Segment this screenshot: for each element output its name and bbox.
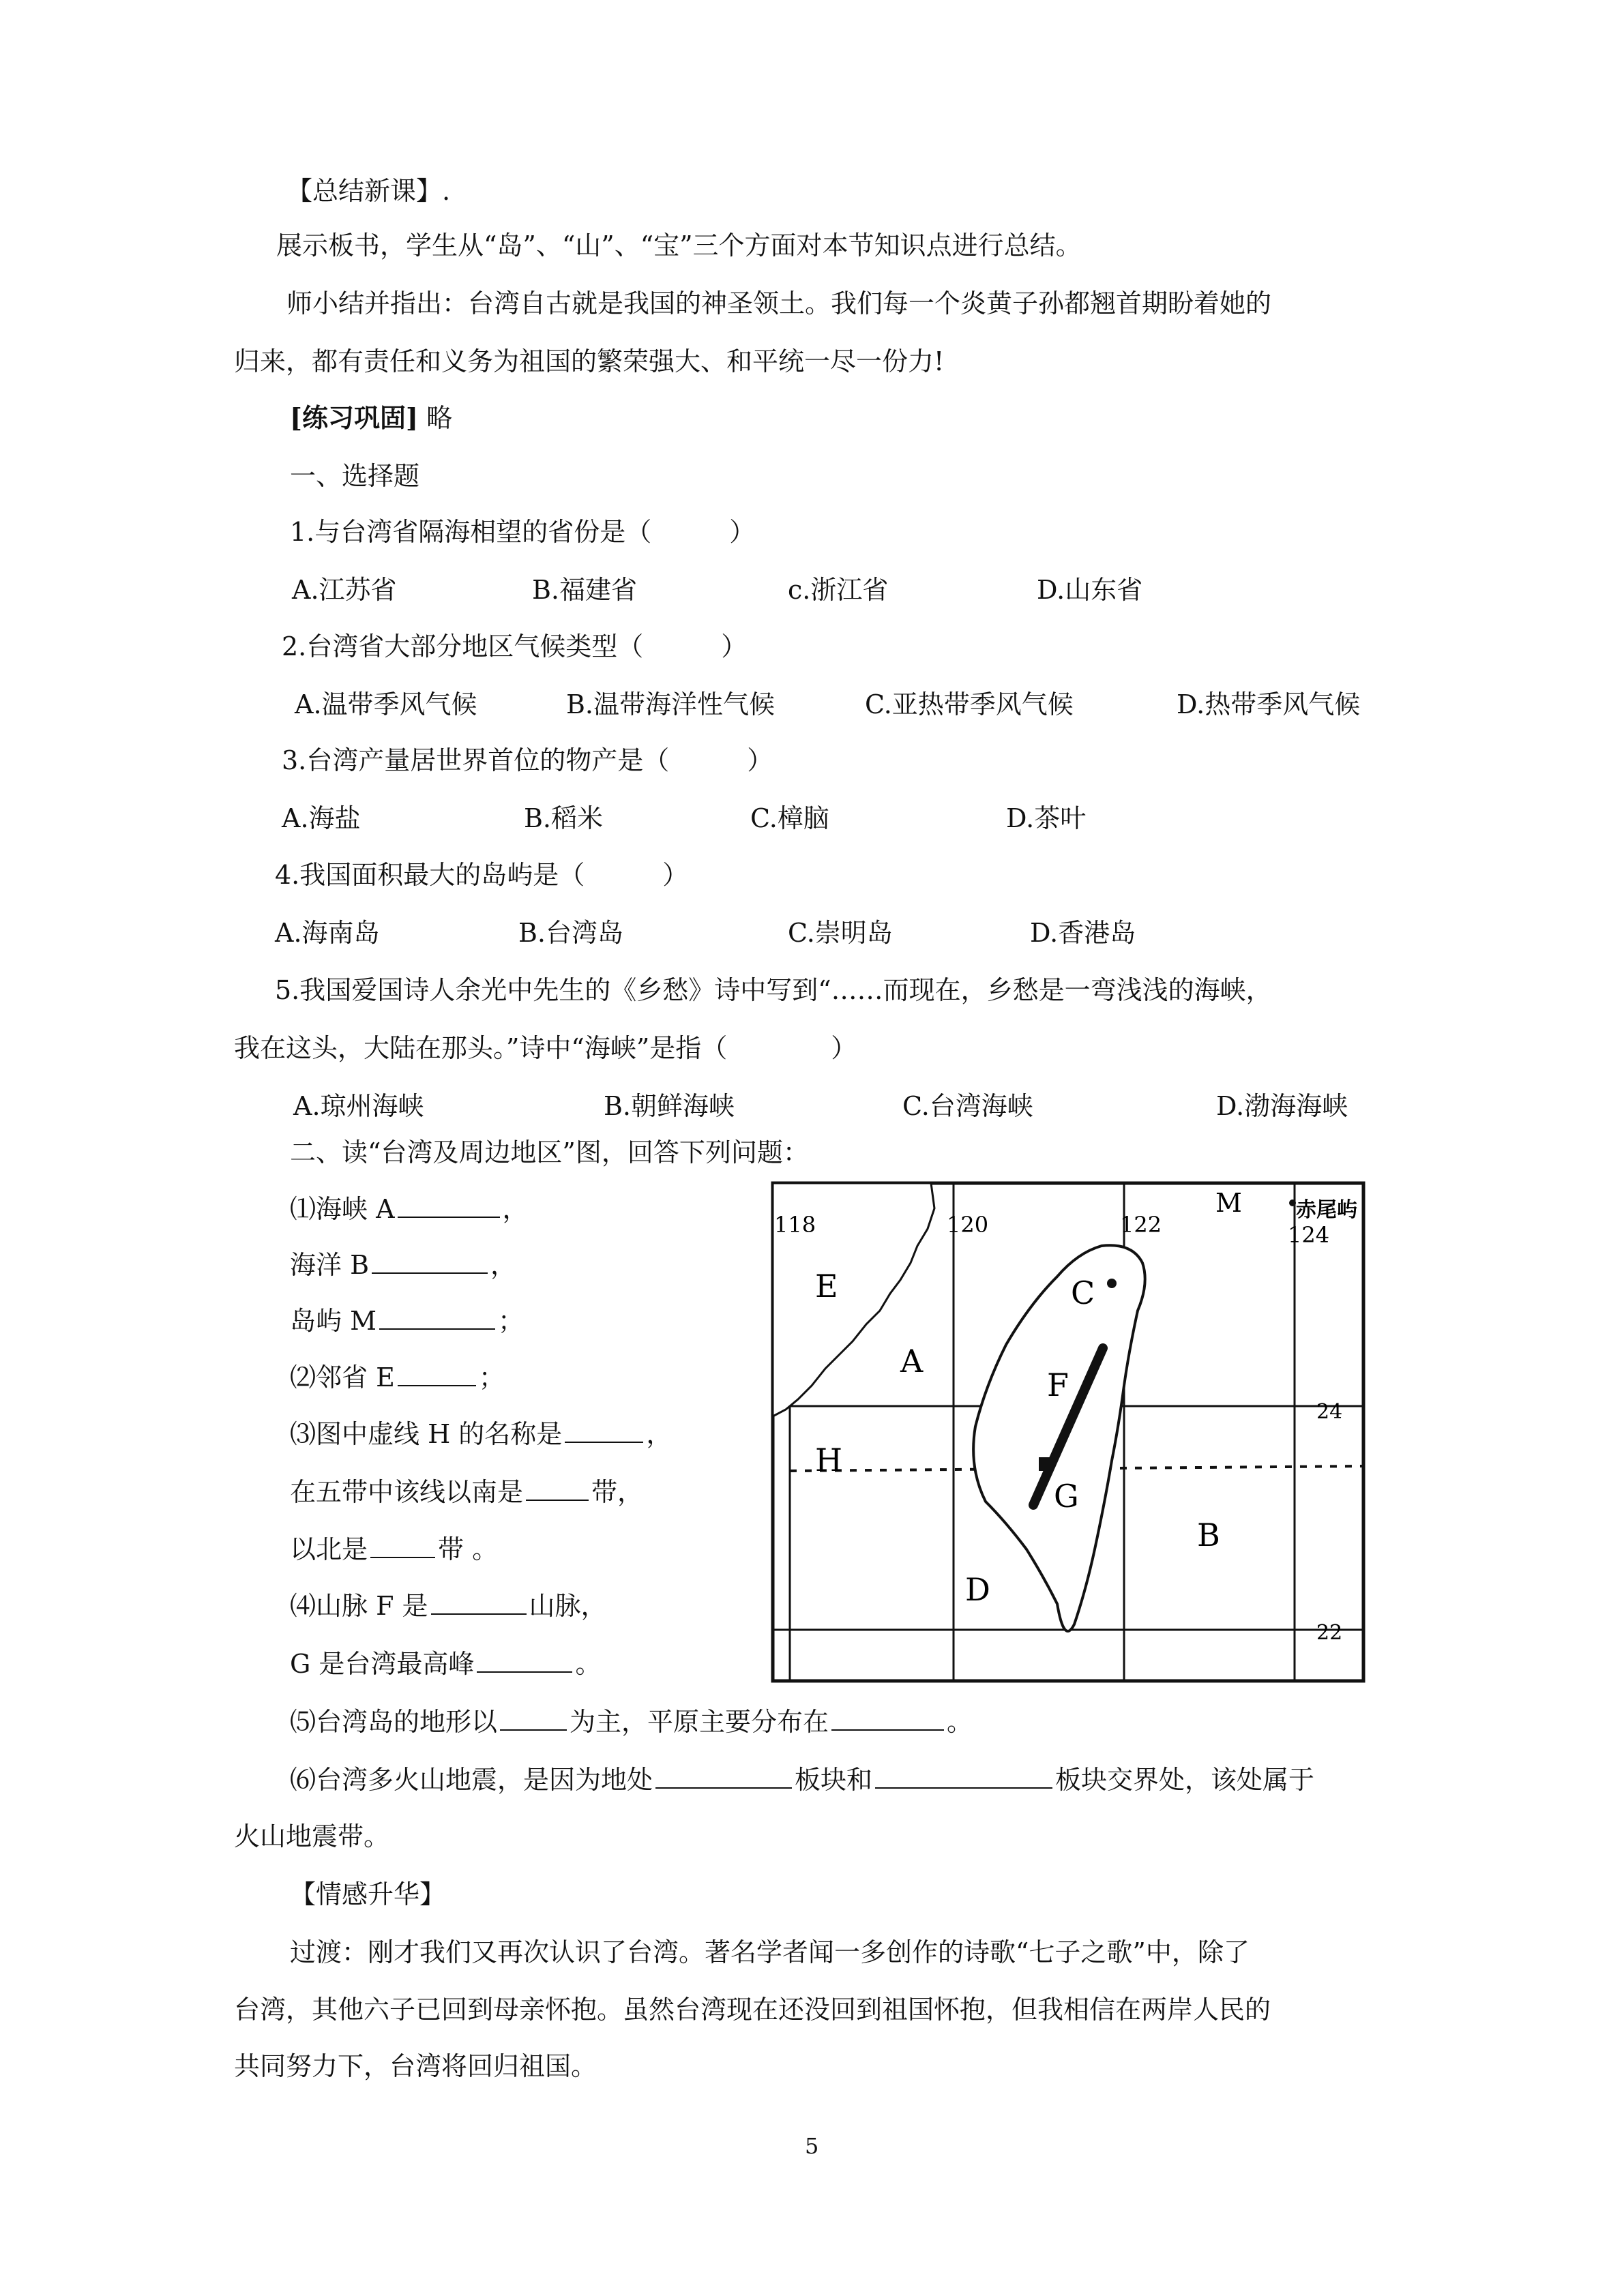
point-m-marker	[1289, 1199, 1296, 1206]
fill-1a	[290, 1192, 529, 1226]
fill-1b	[290, 1248, 516, 1282]
fill-6-label: ⑹台湾多火山地震，是因为地处	[290, 1765, 653, 1795]
fill-3a	[290, 1417, 672, 1451]
plain-blank[interactable]	[831, 1705, 944, 1731]
emotion-paragraph-c: 共同努力下，台湾将回归祖国。	[234, 2051, 597, 2081]
q1-option-d: D.山东省	[1037, 575, 1143, 605]
label-g: G	[1054, 1478, 1079, 1515]
line-h-blank[interactable]	[565, 1417, 643, 1443]
q5-option-b: B.朝鲜海峡	[604, 1091, 735, 1121]
practice-heading	[290, 401, 452, 435]
fill-4a	[290, 1589, 607, 1623]
q4-option-b: B.台湾岛	[518, 918, 624, 948]
lat-label-22: 22	[1316, 1621, 1343, 1645]
terrain-blank[interactable]	[500, 1705, 567, 1731]
q2-option-d: D.热带季风气候	[1177, 689, 1361, 719]
label-a: A	[900, 1343, 924, 1380]
fill-3b-label: 在五带中该线以南是	[290, 1477, 524, 1507]
fill-1c-label: 岛屿 M	[290, 1306, 377, 1336]
q4-option-d: D.香港岛	[1030, 918, 1136, 948]
strait-a-blank[interactable]	[398, 1192, 500, 1218]
q3-option-c: C.樟脑	[750, 803, 829, 833]
label-m: M	[1215, 1188, 1242, 1218]
mountain-f-blank[interactable]	[431, 1589, 527, 1615]
q2-option-a: A.温带季风气候	[295, 689, 477, 719]
fill-6-end: 板块交界处，该处属于	[1055, 1765, 1315, 1795]
fill-1c	[290, 1304, 524, 1338]
fill-1b-label: 海洋 B	[290, 1250, 370, 1280]
label-e: E	[815, 1268, 838, 1304]
point-c-marker	[1107, 1279, 1117, 1288]
plate-1-blank[interactable]	[655, 1763, 792, 1789]
question-3: 3.台湾产量居世界首位的物产是（ ）	[282, 745, 773, 775]
north-zone-blank[interactable]	[370, 1532, 435, 1558]
q5-option-a: A.琼州海峡	[293, 1091, 424, 1121]
q3-option-b: B.稻米	[524, 803, 604, 833]
fill-3b-end: 带，	[591, 1477, 644, 1507]
fill-1a-punct: ，	[502, 1194, 529, 1224]
fill-6-line2: 火山地震带。	[234, 1821, 390, 1851]
q4-option-c: C.崇明岛	[788, 918, 893, 948]
fill-1a-label: ⑴海峡 A	[290, 1194, 395, 1224]
label-b: B	[1197, 1517, 1220, 1553]
summary-paragraph-1: 展示板书，学生从“岛”、“山”、“宝”三个方面对本节知识点进行总结。	[276, 230, 1082, 260]
fill-3b	[290, 1475, 643, 1509]
page-number: 5	[805, 2133, 819, 2159]
section-1-title: 一、选择题	[290, 461, 420, 491]
fill-5	[290, 1705, 973, 1739]
fill-3c	[290, 1532, 498, 1566]
q2-option-b: B.温带海洋性气候	[566, 689, 776, 719]
taiwan-map	[771, 1181, 1365, 1683]
fill-2-punct: ；	[478, 1362, 505, 1392]
fill-1c-punct: ；	[498, 1306, 525, 1336]
question-1: 1.与台湾省隔海相望的省份是（ ）	[290, 517, 756, 547]
q1-option-a: A.江苏省	[292, 575, 397, 605]
q1-option-b: B.福建省	[532, 575, 638, 605]
q3-option-d: D.茶叶	[1006, 803, 1087, 833]
ocean-b-blank[interactable]	[372, 1248, 488, 1274]
peak-g-marker	[1039, 1457, 1052, 1471]
lat-label-24: 24	[1316, 1400, 1343, 1424]
fill-4b	[290, 1647, 601, 1681]
fill-1b-punct: ，	[490, 1250, 517, 1280]
fill-6-mid: 板块和	[795, 1765, 873, 1795]
fill-5-mid: 为主，平原主要分布在	[570, 1707, 829, 1737]
emotion-heading: 【情感升华】	[290, 1879, 446, 1909]
fill-4b-label: G 是台湾最高峰	[290, 1649, 475, 1679]
fill-4a-label: ⑷山脉 F 是	[290, 1591, 428, 1621]
fill-3c-end: 带 。	[438, 1534, 499, 1564]
q4-option-a: A.海南岛	[275, 918, 380, 948]
fill-5-punct: 。	[947, 1707, 973, 1737]
fill-3a-punct: ，	[646, 1419, 673, 1449]
summary-heading: 【总结新课】.	[286, 176, 451, 206]
fill-4b-punct: 。	[575, 1649, 602, 1679]
label-f: F	[1047, 1367, 1069, 1403]
fill-3a-label: ⑶图中虚线 H 的名称是	[290, 1419, 563, 1449]
island-m-blank[interactable]	[379, 1304, 495, 1330]
fill-6	[290, 1763, 1314, 1797]
question-5a: 5.我国爱国诗人余光中先生的《乡愁》诗中写到“……而现在，乡愁是一弯浅浅的海峡，	[275, 975, 1272, 1005]
corner-label: 赤尾屿	[1296, 1198, 1357, 1222]
lon-label-120: 120	[947, 1212, 989, 1238]
emotion-paragraph-a: 过渡：刚才我们又再次认识了台湾。著名学者闻一多创作的诗歌“七子之歌”中，除了	[290, 1937, 1250, 1967]
lon-label-118: 118	[774, 1212, 816, 1238]
plate-2-blank[interactable]	[875, 1763, 1052, 1789]
summary-paragraph-2b: 归来，都有责任和义务为祖国的繁荣强大、和平统一尽一份力!	[234, 346, 945, 376]
fill-4a-end: 山脉，	[529, 1591, 607, 1621]
label-h: H	[815, 1442, 843, 1478]
lon-label-122: 122	[1120, 1212, 1162, 1238]
lon-label-124: 124	[1288, 1222, 1330, 1248]
q5-option-d: D.渤海海峡	[1216, 1091, 1348, 1121]
q3-option-a: A.海盐	[282, 803, 361, 833]
question-4: 4.我国面积最大的岛屿是（ ）	[275, 860, 689, 890]
fill-2	[290, 1360, 505, 1395]
q5-option-c: C.台湾海峡	[902, 1091, 1033, 1121]
summary-paragraph-2a: 师小结并指出：台湾自古就是我国的神圣领土。我们每一个炎黄子孙都翘首期盼着她的	[286, 288, 1272, 318]
province-e-blank[interactable]	[398, 1360, 476, 1386]
practice-heading-note: 略	[426, 403, 453, 433]
question-2: 2.台湾省大部分地区气候类型（ ）	[282, 631, 748, 661]
fill-5-label: ⑸台湾岛的地形以	[290, 1707, 498, 1737]
q2-option-c: C.亚热带季风气候	[865, 689, 1074, 719]
q1-option-c: c.浙江省	[788, 575, 889, 605]
label-c: C	[1071, 1274, 1095, 1311]
emotion-paragraph-b: 台湾，其他六子已回到母亲怀抱。虽然台湾现在还没回到祖国怀抱，但我相信在两岸人民的	[234, 1995, 1271, 2025]
practice-heading-label: [练习巩固]	[290, 402, 418, 433]
fill-2-label: ⑵邻省 E	[290, 1362, 395, 1392]
question-5b: 我在这头，大陆在那头。”诗中“海峡”是指（ ）	[234, 1033, 857, 1063]
label-d: D	[965, 1571, 990, 1608]
fill-3c-label: 以北是	[290, 1534, 368, 1564]
section-2-title: 二、读“台湾及周边地区”图，回答下列问题：	[290, 1137, 809, 1167]
peak-g-blank[interactable]	[477, 1647, 572, 1673]
south-zone-blank[interactable]	[526, 1475, 589, 1501]
